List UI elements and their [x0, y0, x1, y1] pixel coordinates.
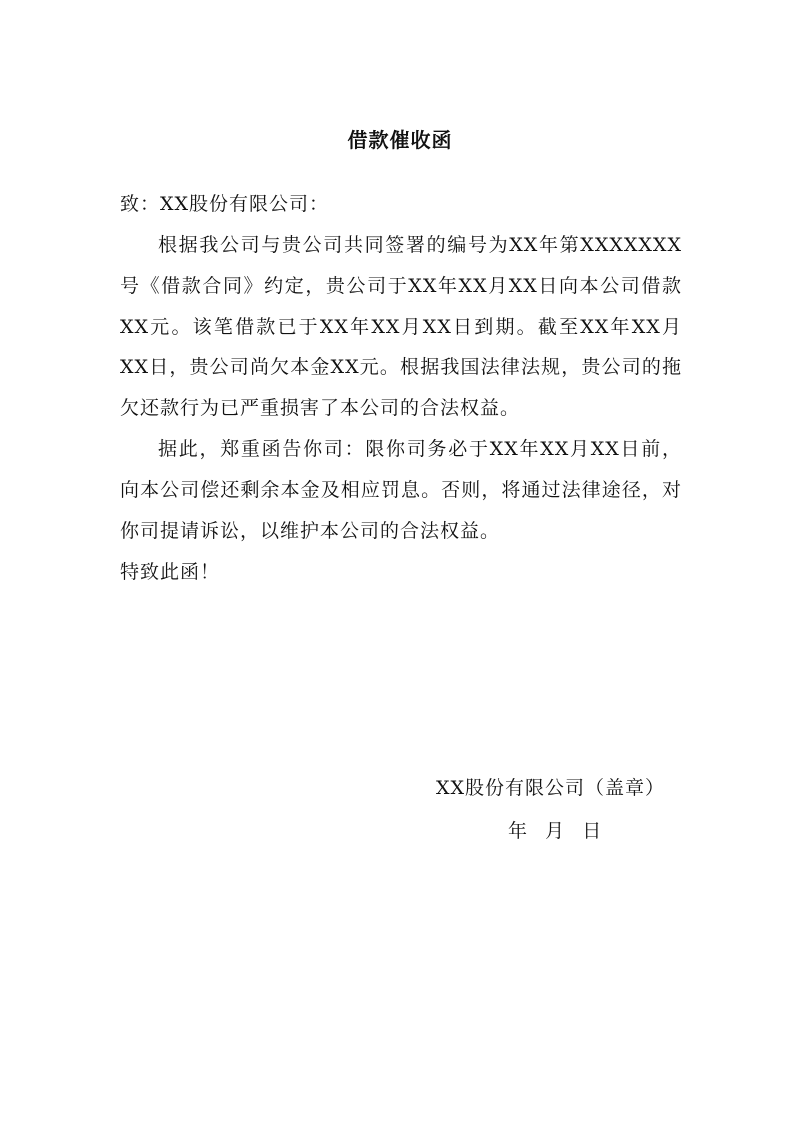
document-title: 借款催收函: [347, 128, 453, 152]
signer-company: XX股份有限公司（盖章）: [436, 777, 666, 799]
body-paragraph-1: 根据我公司与贵公司共同签署的编号为XX年第XXXXXXX号《借款合同》约定，贵公司于XX年XX月XX日向本公司借款XX元。该笔借款已于XX年XX月XX日到期。截至XX年XX月XX日，贵公司尚欠本金XX元。根据我国法律法规，贵公司的拖欠还款行为已严重损害了本公司的合法权益。: [120, 234, 682, 420]
date-line: 年 月 日: [508, 820, 602, 842]
body-paragraph-2: 据此，郑重函告你司：限你司务必于XX年XX月XX日前，向本公司偿还剩余本金及相应罚息。否则，将通过法律途径，对你司提请诉讼，以维护本公司的合法权益。: [120, 438, 682, 542]
salutation: 致：XX股份有限公司：: [120, 193, 330, 215]
closing-line: 特致此函！: [120, 561, 221, 583]
